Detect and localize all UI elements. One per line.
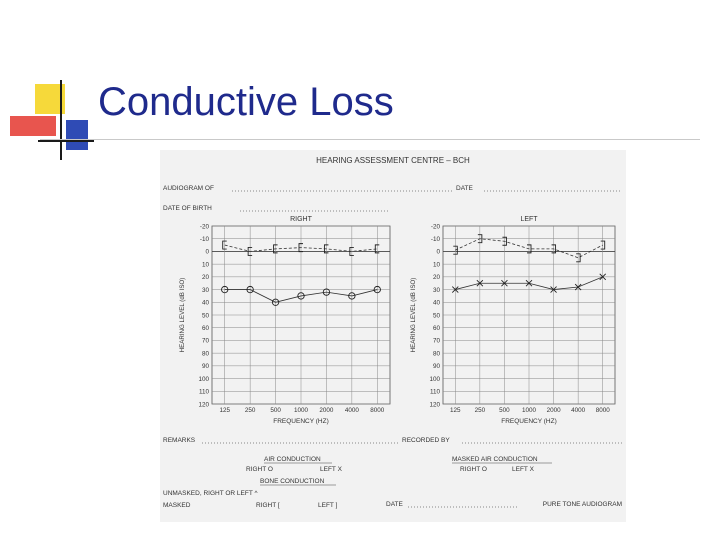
right-x-tick-label: 8000 <box>370 407 385 414</box>
right-ear-audiogram <box>179 216 390 425</box>
left-y-tick-label: 80 <box>432 350 440 358</box>
left-y-tick-label: 0 <box>436 248 440 256</box>
accent-blue-square <box>66 120 88 150</box>
masked-bone-label: MASKED <box>163 502 191 509</box>
masked-bone-right: RIGHT [ <box>256 502 280 509</box>
left-x-tick-label: 1000 <box>521 407 537 414</box>
right-x-axis-label: FREQUENCY (HZ) <box>273 418 329 425</box>
accent-horizontal-line <box>38 140 94 142</box>
right-y-tick-label: 90 <box>201 363 209 371</box>
left-y-tick-label: 30 <box>432 286 440 294</box>
right-chart-title: RIGHT <box>290 216 312 223</box>
right-y-tick-label: 40 <box>201 299 209 307</box>
right-y-tick-label: 0 <box>205 248 209 256</box>
accent-vertical-line <box>60 80 62 160</box>
left-y-tick-label: 100 <box>429 375 440 383</box>
masked-left-legend: LEFT X <box>512 466 534 473</box>
audiogram-form-svg <box>160 150 626 522</box>
slide-title: Conductive Loss <box>98 80 394 124</box>
right-y-tick-label: 60 <box>201 325 209 333</box>
left-y-tick-label: 40 <box>432 299 440 307</box>
left-x-tick-label: 4000 <box>571 407 586 414</box>
left-y-tick-label: 50 <box>432 312 440 320</box>
date-label: DATE <box>456 185 473 192</box>
masked-air-conduction-label: MASKED AIR CONDUCTION <box>452 456 538 463</box>
footer-date-label: DATE <box>386 501 403 508</box>
left-x-tick-label: 2000 <box>546 407 561 414</box>
left-x-tick-label: 125 <box>450 407 461 414</box>
right-y-tick-label: 120 <box>198 401 209 409</box>
left-y-tick-label: 60 <box>432 325 440 333</box>
right-y-tick-label: -10 <box>199 236 209 244</box>
right-y-tick-label: 100 <box>198 375 209 383</box>
air-left-legend: LEFT X <box>320 466 342 473</box>
right-y-tick-label: 30 <box>201 286 209 294</box>
left-y-axis-label: HEARING LEVEL (dB ISO) <box>410 277 417 353</box>
masked-right-legend: RIGHT O <box>460 466 487 473</box>
remarks-label: REMARKS <box>163 437 196 444</box>
date-of-birth-label: DATE OF BIRTH <box>163 205 212 212</box>
left-y-tick-label: 90 <box>432 363 440 371</box>
air-conduction-label: AIR CONDUCTION <box>264 456 321 463</box>
left-y-tick-label: 110 <box>429 388 440 396</box>
right-x-tick-label: 125 <box>219 407 230 414</box>
left-y-tick-label: 120 <box>429 401 440 409</box>
left-x-axis-label: FREQUENCY (HZ) <box>501 418 557 425</box>
right-y-tick-label: 80 <box>201 350 209 358</box>
pure-tone-audiogram-label: PURE TONE AUDIOGRAM <box>542 501 622 508</box>
left-x-tick-label: 500 <box>499 407 510 414</box>
bone-conduction-label: BONE CONDUCTION <box>260 478 325 485</box>
right-x-tick-label: 250 <box>244 407 256 414</box>
recorded-by-label: RECORDED BY <box>402 437 450 444</box>
left-ear-audiogram <box>410 216 615 425</box>
right-x-tick-label: 4000 <box>344 407 359 414</box>
right-y-tick-label: 10 <box>201 261 209 269</box>
left-y-tick-label: 20 <box>432 274 440 282</box>
right-y-tick-label: -20 <box>199 223 209 231</box>
unmasked-bone-label: UNMASKED, RIGHT OR LEFT ^ <box>163 490 258 497</box>
right-x-tick-label: 500 <box>270 407 281 414</box>
audiogram-form <box>160 150 626 522</box>
left-chart-title: LEFT <box>520 216 538 223</box>
left-x-tick-label: 8000 <box>595 407 610 414</box>
left-y-tick-label: 10 <box>432 261 440 269</box>
right-y-axis-label: HEARING LEVEL (dB ISO) <box>179 277 186 353</box>
title-divider <box>40 139 700 140</box>
masked-bone-left: LEFT ] <box>318 502 338 509</box>
air-right-legend: RIGHT O <box>246 466 273 473</box>
right-y-tick-label: 110 <box>198 388 209 396</box>
form-header: HEARING ASSESSMENT CENTRE – BCH <box>316 156 470 165</box>
accent-red-bar <box>10 116 56 136</box>
audiogram-of-label: AUDIOGRAM OF <box>163 185 214 192</box>
left-y-tick-label: -20 <box>430 223 440 231</box>
right-y-tick-label: 20 <box>201 274 209 282</box>
left-y-tick-label: -10 <box>430 236 440 244</box>
right-y-tick-label: 50 <box>201 312 209 320</box>
right-x-tick-label: 2000 <box>319 407 334 414</box>
left-y-tick-label: 70 <box>432 337 440 345</box>
right-x-tick-label: 1000 <box>293 407 309 414</box>
left-x-tick-label: 250 <box>474 407 486 414</box>
right-y-tick-label: 70 <box>201 337 209 345</box>
